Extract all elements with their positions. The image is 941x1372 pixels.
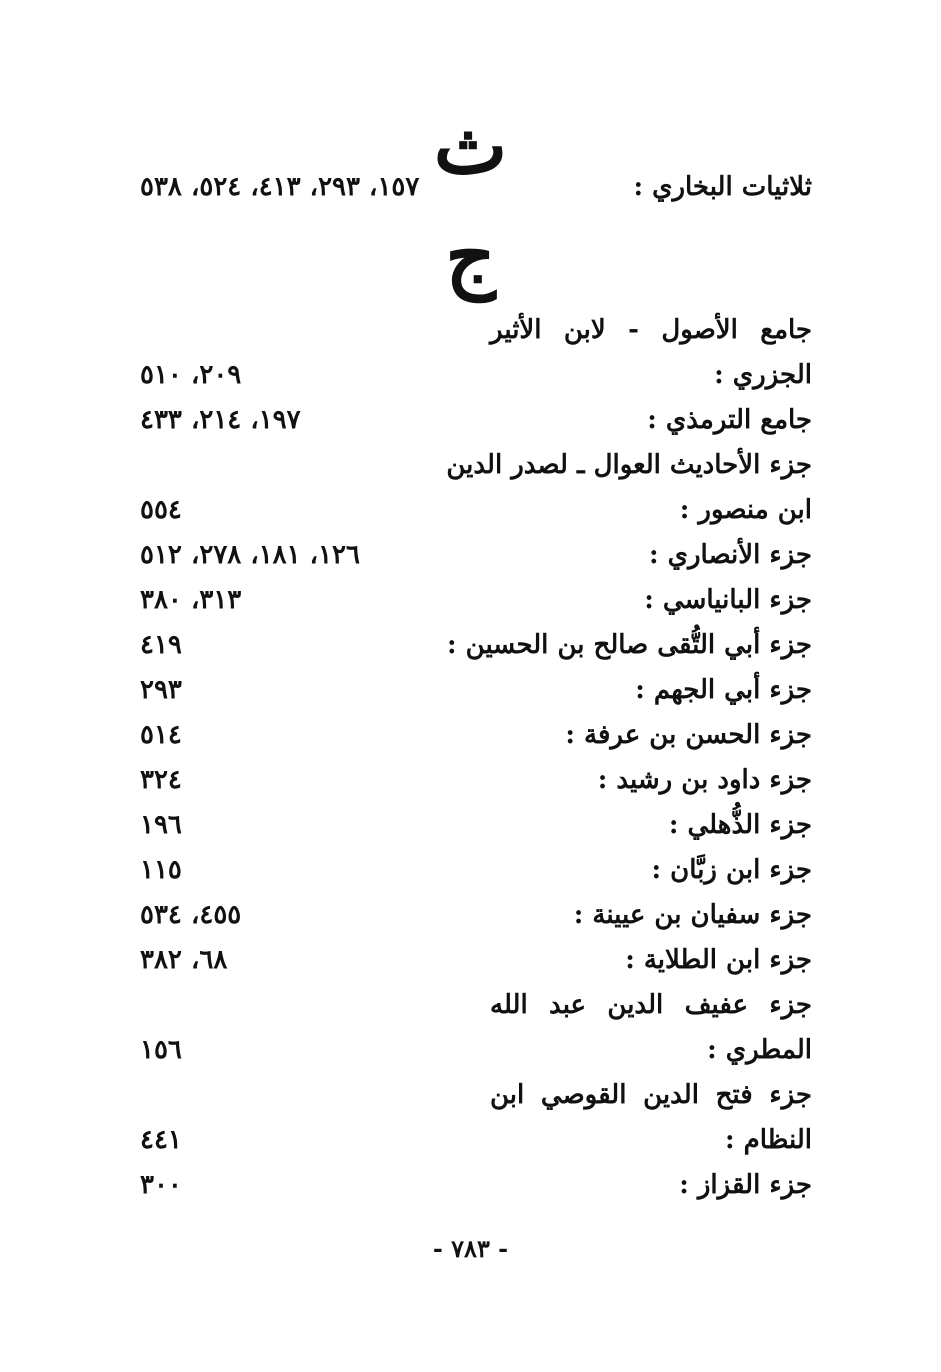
index-entry [140, 1028, 812, 1072]
entry-title: ثلاثيات البخاري : [633, 172, 812, 202]
entry-pages: ١٥٦ [140, 1035, 182, 1065]
section-heading-jim: ج [445, 211, 496, 302]
entry-pages: ٣٠٠ [140, 1170, 182, 1200]
entry-pages: ٢٩٣ [140, 675, 182, 705]
entry-title: جزء الحسن بن عرفة : [565, 720, 812, 750]
index-entry [140, 758, 812, 802]
index-entry [140, 1118, 812, 1162]
entry-title: جزء داود بن رشيد : [597, 765, 812, 795]
entry-pages: ٦٨، ٣٨٢ [140, 945, 228, 975]
index-entry [140, 398, 812, 442]
entry-pages: ٤٥٥، ٥٣٤ [140, 900, 242, 930]
index-entry [140, 713, 812, 757]
entry-pages: ٣٢٤ [140, 765, 182, 795]
entry-pages: ٤١٩ [140, 630, 182, 660]
index-entry [140, 488, 812, 532]
entry-title: جزء أبي الجهم : [635, 675, 812, 705]
index-entry [140, 983, 812, 1027]
index-entry [140, 578, 812, 622]
entry-pages: ١٩٦ [140, 810, 182, 840]
index-entry [140, 1163, 812, 1207]
index-entry [140, 668, 812, 712]
entry-pages: ٤٤١ [140, 1125, 182, 1155]
entry-pages: ٣١٣، ٣٨٠ [140, 585, 242, 615]
entry-title: جزء الذُّهلي : [668, 810, 812, 840]
entry-title: الجزري : [714, 360, 812, 390]
entry-title: جزء الأنصاري : [648, 540, 812, 570]
index-entry [140, 623, 812, 667]
index-entry [140, 1073, 812, 1117]
entry-title: جامع الأصول - لابن الأثير [490, 315, 812, 345]
index-entry [140, 443, 812, 487]
index-entry [140, 893, 812, 937]
entry-pages: ٥١٤ [140, 720, 182, 750]
entry-title: النظام : [725, 1125, 812, 1155]
index-entry [140, 308, 812, 352]
entry-title: جزء سفيان بن عيينة : [573, 900, 812, 930]
entry-pages: ٥٥٤ [140, 495, 182, 525]
entry-title: جزء ابن الطلاية : [625, 945, 812, 975]
entry-title: جزء أبي التُّقى صالح بن الحسين : [447, 630, 812, 660]
entry-title: جزء القزاز : [679, 1170, 812, 1200]
section-heading-tha: ث [433, 101, 508, 192]
index-entry [140, 353, 812, 397]
entry-title: جزء الأحاديث العوال ـ لصدر الدين [446, 450, 812, 480]
index-entry [140, 533, 812, 577]
entry-pages: ١٢٦، ١٨١، ٢٧٨، ٥١٢ [140, 540, 360, 570]
entry-pages: ٢٠٩، ٥١٠ [140, 360, 242, 390]
entry-title: جزء البانياسي : [644, 585, 812, 615]
entry-pages: ١٩٧، ٢١٤، ٤٣٣ [140, 405, 301, 435]
entry-title: جزء عفيف الدين عبد الله [490, 990, 812, 1020]
index-entry [140, 165, 812, 209]
entry-title: المطري : [707, 1035, 812, 1065]
entry-pages: ١١٥ [140, 855, 182, 885]
entry-title: ابن منصور : [679, 495, 812, 525]
page-number: - ٧٨٣ - [432, 1234, 509, 1263]
entry-pages: ١٥٧، ٢٩٣، ٤١٣، ٥٢٤، ٥٣٨ [140, 172, 420, 202]
entry-title: جامع الترمذي : [647, 405, 812, 435]
index-entry [140, 803, 812, 847]
index-entry [140, 848, 812, 892]
entry-title: جزء فتح الدين القوصي ابن [490, 1080, 812, 1110]
entry-title: جزء ابن زبَّان : [651, 855, 812, 885]
index-entry [140, 938, 812, 982]
